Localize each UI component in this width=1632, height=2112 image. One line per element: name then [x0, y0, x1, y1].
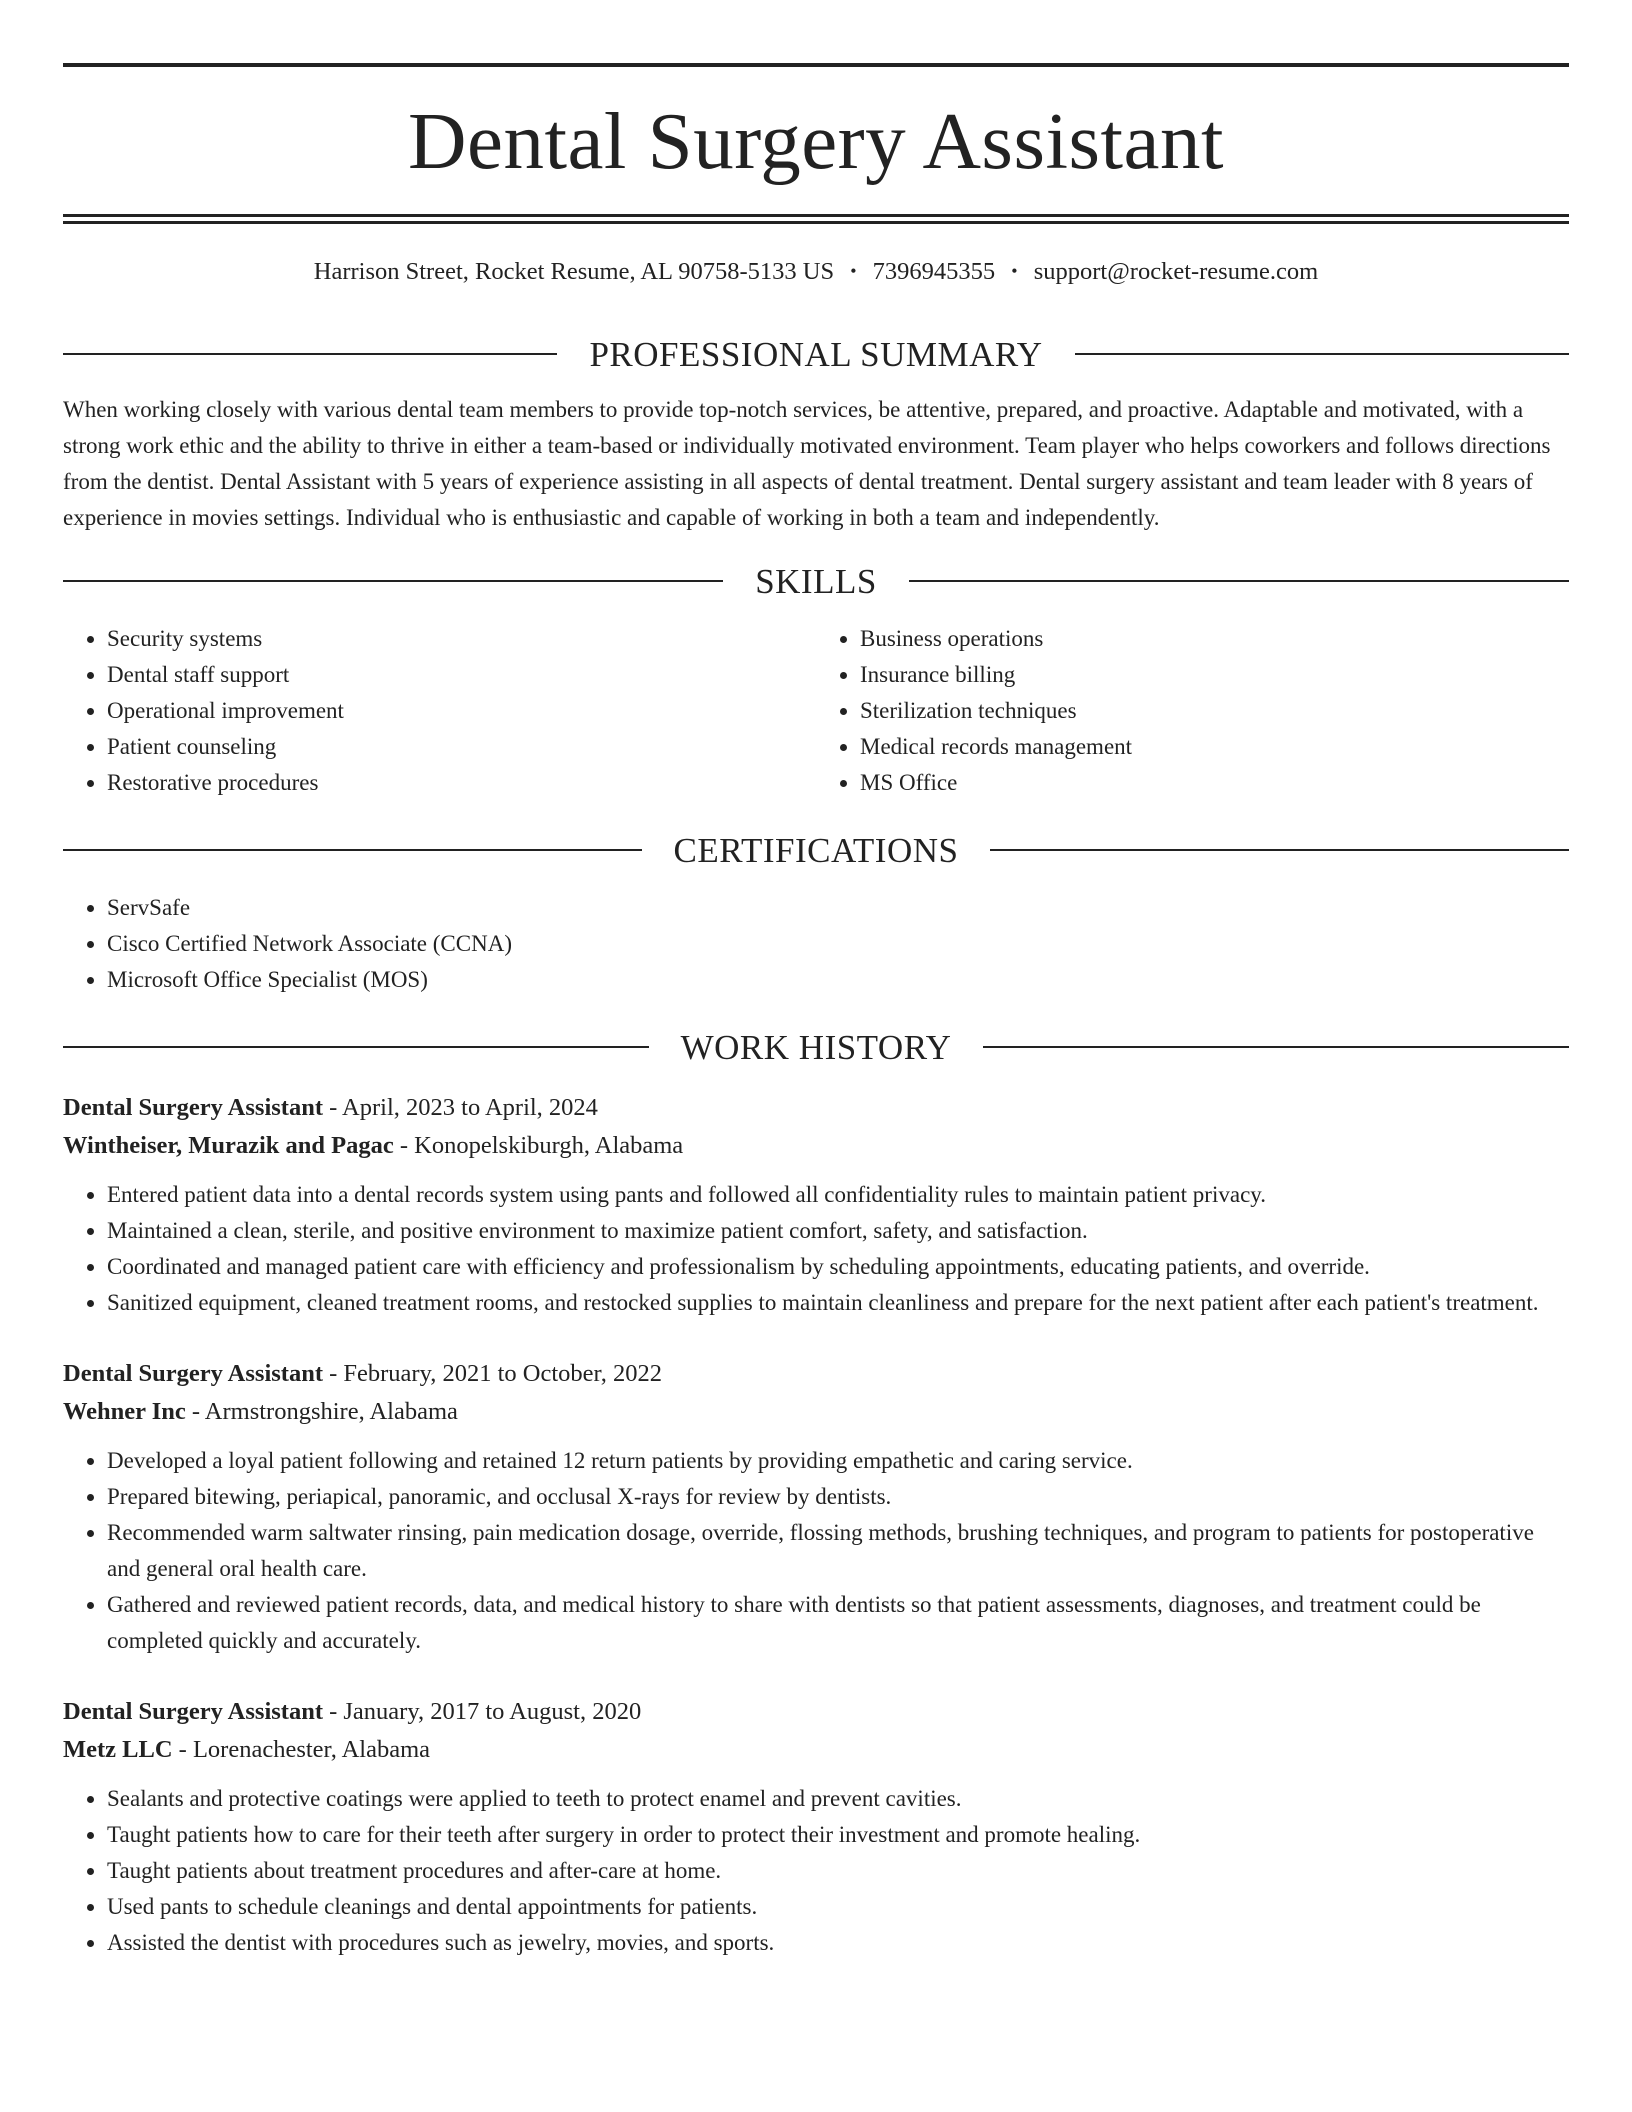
- job-title: Dental Surgery Assistant: [63, 1359, 323, 1387]
- skill-item: • Sterilization techniques: [860, 693, 1569, 729]
- job-entry: [63, 1355, 1569, 1659]
- contact-address: Harrison Street, Rocket Resume, AL 90758-5133 US: [313, 258, 835, 285]
- job-bullets: [63, 1781, 1569, 1961]
- summary-text: When working closely with various dental team members to provide top-notch services, be attentive, prepared, and proactive. Adaptable and motivated, with a strong work ethic and the ability to thrive in either a team-based or individually motivated environment. Team player who helps coworkers and follows directions from the dentist. Dental Assistant with 5 years of experience assisting in all aspects of dental treatment. Dental surgery assistant and team leader with 8 years of experience in movies settings. Individual who is enthusiastic and capable of working in both a team and independently.: [63, 396, 1551, 530]
- job-title: Dental Surgery Assistant: [63, 1093, 323, 1121]
- skills-columns: [63, 621, 1569, 801]
- job-company: Metz LLC: [63, 1735, 173, 1763]
- job-bullet: • Maintained a clean, sterile, and positive environment to maximize patient comfort, safety, and satisfaction.: [107, 1213, 1569, 1249]
- certifications-heading-label: CERTIFICATIONS: [673, 830, 959, 870]
- skill-item: • Dental staff support: [107, 657, 816, 693]
- job-company-line: [63, 1731, 1569, 1769]
- certification-item: • ServSafe: [107, 890, 1569, 926]
- heading-rule: [63, 1046, 649, 1048]
- job-dates: - January, 2017 to August, 2020: [322, 1697, 642, 1725]
- heading-rule: [909, 580, 1569, 582]
- double-rule: [63, 214, 1569, 224]
- resume-name: Dental Surgery Assistant: [408, 96, 1224, 186]
- job-bullet: • Used pants to schedule cleanings and dental appointments for patients.: [107, 1889, 1569, 1925]
- certification-item: • Cisco Certified Network Associate (CCNA): [107, 926, 1569, 962]
- work-history-heading: [63, 1027, 1569, 1067]
- job-entry: [63, 1089, 1569, 1321]
- job-company-line: [63, 1393, 1569, 1431]
- summary-heading-label: PROFESSIONAL SUMMARY: [589, 334, 1043, 374]
- job-bullets: [63, 1443, 1569, 1659]
- job-bullet: • Taught patients how to care for their teeth after surgery in order to protect their investment and promote healing.: [107, 1817, 1569, 1853]
- certification-item: • Microsoft Office Specialist (MOS): [107, 962, 1569, 998]
- job-company-line: [63, 1127, 1569, 1165]
- certifications-list: [63, 890, 1569, 998]
- job-bullet: • Sealants and protective coatings were applied to teeth to protect enamel and prevent cavities.: [107, 1781, 1569, 1817]
- heading-rule: [1075, 353, 1569, 355]
- certifications-heading: [63, 830, 1569, 870]
- job-title-line: [63, 1693, 1569, 1731]
- skill-item: • Business operations: [860, 621, 1569, 657]
- job-dates: - February, 2021 to October, 2022: [322, 1359, 662, 1387]
- job-bullet: • Assisted the dentist with procedures such as jewelry, movies, and sports.: [107, 1925, 1569, 1961]
- job-location: - Armstrongshire, Alabama: [185, 1397, 458, 1425]
- job-location: - Konopelskiburgh, Alabama: [393, 1131, 684, 1159]
- job-dates: - April, 2023 to April, 2024: [322, 1093, 598, 1121]
- job-title-line: [63, 1355, 1569, 1393]
- skill-item: • Restorative procedures: [107, 765, 816, 801]
- separator-dot: •: [1011, 261, 1018, 281]
- heading-rule: [990, 849, 1569, 851]
- work-history-heading-label: WORK HISTORY: [680, 1027, 952, 1067]
- job-bullet: • Sanitized equipment, cleaned treatment rooms, and restocked supplies to maintain cleanliness and prepare for the next patient after each patient's treatment.: [107, 1285, 1569, 1321]
- separator-dot: •: [850, 261, 857, 281]
- skills-left-list: [63, 621, 816, 801]
- skill-item: • MS Office: [860, 765, 1569, 801]
- heading-rule: [63, 580, 723, 582]
- job-bullet: • Prepared bitewing, periapical, panoramic, and occlusal X-rays for review by dentists.: [107, 1479, 1569, 1515]
- job-bullet: • Developed a loyal patient following and retained 12 return patients by providing empathetic and caring service.: [107, 1443, 1569, 1479]
- job-location: - Lorenachester, Alabama: [172, 1735, 431, 1763]
- heading-rule: [63, 849, 642, 851]
- job-bullet: • Entered patient data into a dental records system using pants and followed all confidentiality rules to maintain patient privacy.: [107, 1177, 1569, 1213]
- job-company: Wehner Inc: [63, 1397, 186, 1425]
- contact-line: [63, 260, 1569, 285]
- job-bullet: • Taught patients about treatment procedures and after-care at home.: [107, 1853, 1569, 1889]
- contact-email[interactable]: support@rocket-resume.com: [1033, 258, 1319, 285]
- job-bullets: [63, 1177, 1569, 1321]
- summary-heading: [63, 334, 1569, 374]
- job-title: Dental Surgery Assistant: [63, 1697, 323, 1725]
- job-bullet: • Coordinated and managed patient care with efficiency and professionalism by scheduling appointments, educating patients, and override.: [107, 1249, 1569, 1285]
- job-entry: [63, 1693, 1569, 1961]
- heading-rule: [983, 1046, 1569, 1048]
- job-title-line: [63, 1089, 1569, 1127]
- heading-rule: [63, 353, 557, 355]
- skill-item: • Patient counseling: [107, 729, 816, 765]
- job-company: Wintheiser, Murazik and Pagac: [63, 1131, 394, 1159]
- skills-heading: [63, 561, 1569, 601]
- job-bullet: • Recommended warm saltwater rinsing, pain medication dosage, override, flossing methods, brushing techniques, and program to patients for postoperative and general oral health care.: [107, 1515, 1569, 1587]
- skills-heading-label: SKILLS: [755, 561, 877, 601]
- top-rule: [63, 63, 1569, 67]
- skills-right-list: [816, 621, 1569, 801]
- skill-item: • Medical records management: [860, 729, 1569, 765]
- skill-item: • Operational improvement: [107, 693, 816, 729]
- skill-item: • Insurance billing: [860, 657, 1569, 693]
- job-bullet: • Gathered and reviewed patient records, data, and medical history to share with dentists so that patient assessments, diagnoses, and treatment could be completed quickly and accurately.: [107, 1587, 1569, 1659]
- contact-phone: 7396945355: [872, 258, 996, 285]
- skill-item: • Security systems: [107, 621, 816, 657]
